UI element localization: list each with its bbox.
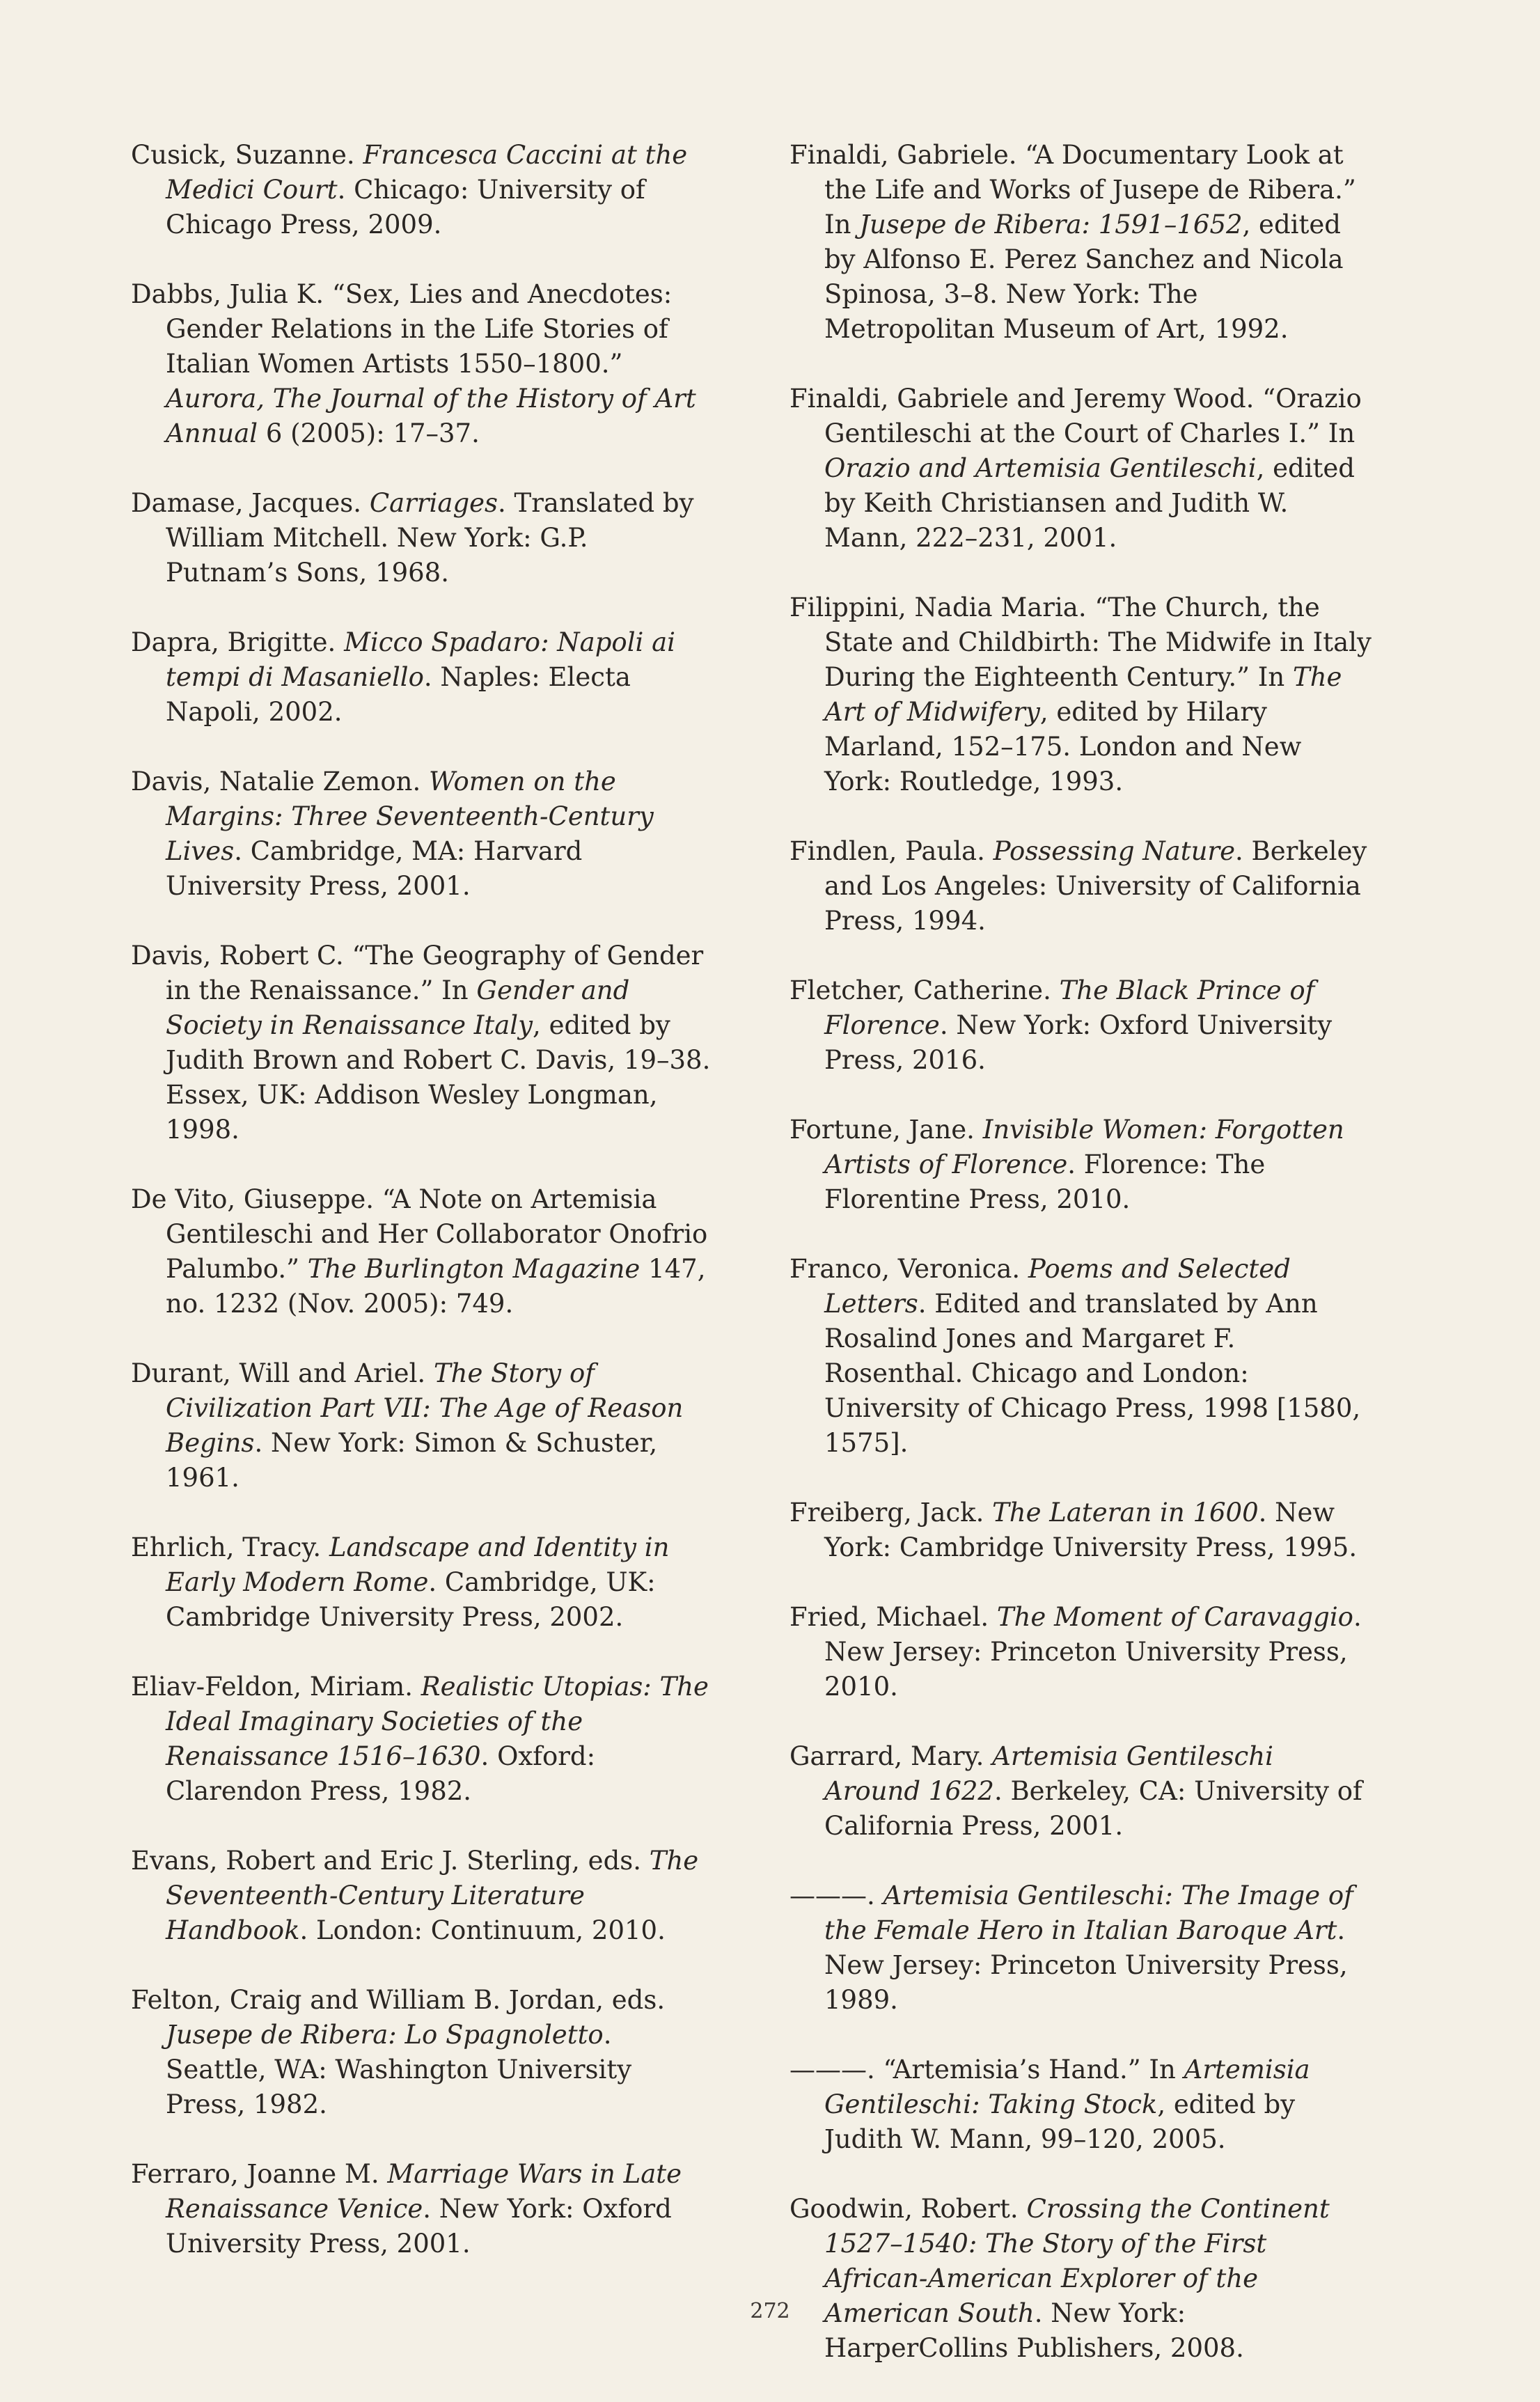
bibliography-entry [789,1739,1374,1844]
entry-text: Dapra, Brigitte. [131,627,345,657]
entry-title-italic: Artemisia Gentileschi Around 1622 [824,1741,1273,1806]
entry-title-italic: Possessing Nature [993,836,1235,866]
bibliography-entry [789,1496,1374,1565]
bibliography-entry [131,486,716,590]
entry-text: . Berkeley, CA: University of California Press, 2001. [824,1776,1362,1841]
entry-title-italic: Francesca Caccini at the Medici Court [166,140,688,205]
entry-text: Fortune, Jane. [789,1115,983,1145]
entry-text: 6 (2005): 17–37. [258,418,480,448]
bibliography-entry [789,834,1374,939]
entry-title-italic: Crossing the Continent 1527–1540: The Story of the First African-American Explorer of the American South [824,2194,1330,2328]
entry-text: Findlen, Paula. [789,836,993,866]
bibliography-entry [131,1182,716,1321]
entry-text: Garrard, Mary. [789,1741,993,1771]
bibliography-entry [131,138,716,242]
bibliography-entry [131,2157,716,2261]
entry-text: Damase, Jacques. [131,488,370,518]
entry-title-italic: Marriage Wars in Late Renaissance Venice [166,2159,682,2224]
entry-text: Fletcher, Catherine. [789,975,1060,1005]
entry-text: Finaldi, Gabriele. “A Documentary Look at the Life and Works of Jusepe de Ribera.” In [789,140,1356,240]
bibliography-entry [131,1844,716,1948]
entry-title-italic: Aurora, The Journal of the History of Art Annual [166,384,696,448]
entry-title-italic: The Art of Midwifery [824,662,1342,727]
bibliography-entry [789,382,1374,556]
entry-title-italic: Invisible Women: Forgotten Artists of Florence [824,1115,1344,1179]
entry-text: Eliav-Feldon, Miriam. [131,1672,421,1702]
entry-text: . Berkeley and Los Angeles: University of California Press, 1994. [824,836,1367,936]
bibliography-entry [789,1600,1374,1704]
bibliography-entry [131,625,716,730]
bibliography-entry [131,1530,716,1635]
bibliography-entry [789,590,1374,799]
entry-title-italic: Jusepe de Ribera: 1591–1652 [859,210,1243,240]
entry-title-italic: Realistic Utopias: The Ideal Imaginary Societies of the Renaissance 1516–1630 [166,1672,709,1771]
entry-text: . Seattle, WA: Washington University Press, 1982. [166,2020,632,2119]
left-bibliography-column [131,138,716,2296]
entry-text: . New Jersey: Princeton University Press, 1989. [824,1915,1348,2015]
entry-text: , edited by Keith Christiansen and Judith W. Mann, 222–231, 2001. [824,453,1355,553]
entry-text: . New York: Cambridge University Press, 1995. [824,1498,1358,1562]
entry-text: Davis, Natalie Zemon. [131,767,429,796]
entry-title-italic: Landscape and Identity in Early Modern Rome [166,1532,670,1597]
entry-text: . Edited and translated by Ann Rosalind Jones and Margaret F. Rosenthal. Chicago and London: University of Chicago Press, 1998 [1580, 1575]. [824,1289,1361,1458]
entry-text: Finaldi, Gabriele and Jeremy Wood. “Orazio Gentileschi at the Court of Charles I.” In [789,384,1362,448]
entry-text: , edited by Judith Brown and Robert C. Davis, 19–38. Essex, UK: Addison Wesley Longman, 1998. [166,1010,711,1145]
bibliography-entry [131,1983,716,2122]
entry-title-italic: The Seventeenth-Century Literature Handbook [166,1846,699,1945]
entry-text: Franco, Veronica. [789,1254,1028,1284]
entry-title-italic: Artemisia Gentileschi: Taking Stock [824,2055,1310,2119]
bibliography-entry [131,1670,716,1809]
entry-text: . Cambridge, MA: Harvard University Press, 2001. [166,836,583,901]
entry-title-italic: Jusepe de Ribera: Lo Spagnoletto [166,2020,604,2050]
bibliography-entry [789,2192,1374,2366]
entry-title-italic: Orazio and Artemisia Gentileschi [824,453,1257,483]
bibliography-entry [131,939,716,1147]
entry-text: . Chicago: University of Chicago Press, 2009. [166,175,645,240]
entry-title-italic: The Burlington Magazine [307,1254,641,1284]
entry-title-italic: The Moment of Caravaggio [996,1602,1353,1632]
bibliography-entry [789,138,1374,347]
entry-text: . Oxford: Clarendon Press, 1982. [166,1741,596,1806]
bibliography-entry [131,764,716,904]
entry-title-italic: Artemisia Gentileschi: The Image of the Female Hero in Italian Baroque Art [824,1881,1353,1945]
bibliography-entry [131,1356,716,1496]
entry-text: . New York: HarperCollins Publishers, 2008. [824,2298,1244,2363]
entry-text: . Florence: The Florentine Press, 2010. [824,1149,1266,1214]
entry-text: Evans, Robert and Eric J. Sterling, eds. [131,1846,650,1876]
page-number: 272 [750,2299,790,2323]
bibliography-entry [789,973,1374,1078]
entry-text: ———. [789,1881,883,1910]
entry-text: . Naples: Electa Napoli, 2002. [166,662,631,727]
entry-title-italic: The Story of Civilization Part VII: The Age of Reason Begins [166,1358,684,1458]
entry-text: De Vito, Giuseppe. “A Note on Artemisia Gentileschi and Her Collaborator Onofrio Palumbo.” [131,1184,708,1284]
entry-text: Freiberg, Jack. [789,1498,993,1528]
entry-text: . Cambridge, UK: Cambridge University Press, 2002. [166,1567,656,1632]
entry-text: . London: Continuum, 2010. [299,1915,666,1945]
entry-text: Felton, Craig and William B. Jordan, eds. [131,1985,666,2015]
entry-text: Filippini, Nadia Maria. “The Church, the State and Childbirth: The Midwife in Italy During the Eighteenth Century.” In [789,592,1372,692]
entry-text: Durant, Will and Ariel. [131,1358,434,1388]
entry-title-italic: The Black Prince of Florence [824,975,1315,1040]
entry-text: Fried, Michael. [789,1602,997,1632]
entry-text: Goodwin, Robert. [789,2194,1027,2224]
bibliography-entry [789,1113,1374,1217]
entry-text: Dabbs, Julia K. “Sex, Lies and Anecdotes: Gender Relations in the Life Stories of Italian Women Artists 1550–1800.” [131,279,673,379]
entry-title-italic: Micco Spadaro: Napoli ai tempi di Masaniello [166,627,676,692]
entry-text: . New Jersey: Princeton University Press, 2010. [824,1602,1362,1702]
entry-text: . Translated by William Mitchell. New York: G.P. Putnam’s Sons, 1968. [166,488,694,588]
entry-title-italic: Women on the Margins: Three Seventeenth-Century Lives [166,767,654,866]
right-bibliography-column [789,138,1374,2401]
entry-title-italic: The Lateran in 1600 [992,1498,1259,1528]
entry-text: , edited by Judith W. Mann, 99–120, 2005. [824,2089,1296,2154]
entry-text: , edited by Alfonso E. Perez Sanchez and Nicola Spinosa, 3–8. New York: The Metropolitan Museum of Art, 1992. [824,210,1344,344]
entry-text: , edited by Hilary Marland, 152–175. London and New York: Routledge, 1993. [824,697,1302,796]
bibliography-entry [789,1252,1374,1461]
entry-text: . New York: Oxford University Press, 2001. [166,2194,672,2259]
entry-title-italic: Carriages [369,488,498,518]
entry-text: ———. “Artemisia’s Hand.” In [789,2055,1184,2085]
entry-title-italic: Gender and Society in Renaissance Italy [166,975,630,1040]
entry-text: Ferraro, Joanne M. [131,2159,388,2189]
entry-text: . New York: Oxford University Press, 2016. [824,1010,1333,1075]
bibliography-entry [789,2052,1374,2157]
entry-text: Ehrlich, Tracy. [131,1532,329,1562]
entry-text: . New York: Simon & Schuster, 1961. [166,1428,658,1493]
bibliography-entry [789,1878,1374,2018]
entry-text: Cusick, Suzanne. [131,140,363,170]
entry-text: 147, no. 1232 (Nov. 2005): 749. [166,1254,706,1319]
entry-text: Davis, Robert C. “The Geography of Gender in the Renaissance.” In [131,941,704,1005]
bibliography-entry [131,277,716,451]
entry-title-italic: Poems and Selected Letters [824,1254,1291,1319]
